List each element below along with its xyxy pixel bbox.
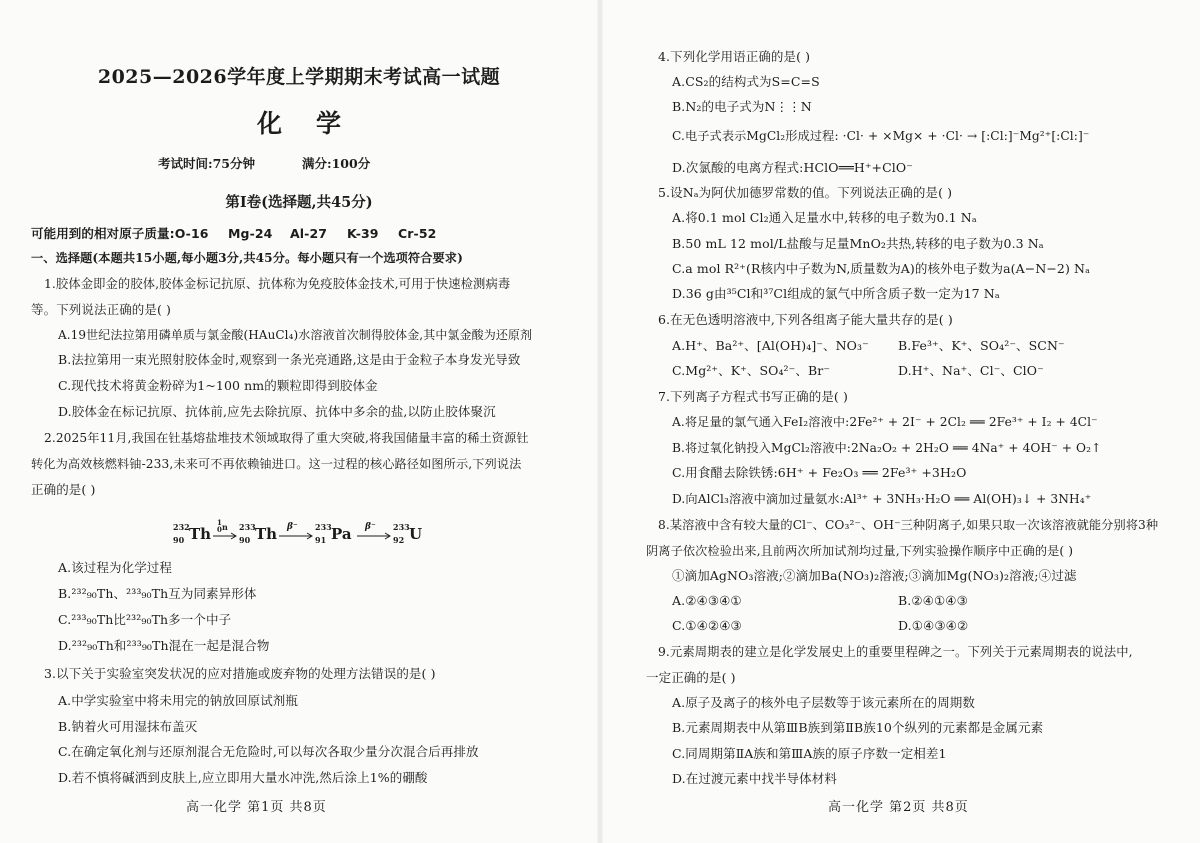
q1-option-d: D.胶体金在标记抗原、抗体前,应先去除抗原、抗体中多余的盐,以防止胶体聚沉 bbox=[58, 404, 496, 419]
q4-option-d: D.次氯酸的电离方程式:HClO══H⁺+ClO⁻ bbox=[672, 160, 913, 175]
q8-option-b: B.②④①④③ bbox=[898, 593, 968, 608]
svg-text:Th: Th bbox=[255, 525, 278, 543]
q1-stem-cont: 等。下列说法正确的是( ) bbox=[31, 302, 172, 317]
exam-title: 2025—2026学年度上学期期末考试高一试题 bbox=[97, 66, 501, 88]
q6-option-b: B.Fe³⁺、K⁺、SO₄²⁻、SCN⁻ bbox=[898, 338, 1065, 353]
q8-stem-cont: 阴离子依次检验出来,且前两次所加试剂均过量,下列实验操作顺序中正确的是( ) bbox=[646, 544, 1074, 558]
q9-option-c: C.同周期第ⅡA族和第ⅢA族的原子序数一定相差1 bbox=[672, 746, 947, 761]
q2-option-b: B.²³²₉₀Th、²³³₉₀Th互为同素异形体 bbox=[58, 586, 257, 601]
q4-option-b: B.N₂的电子式为N⋮⋮N bbox=[672, 99, 812, 114]
svg-text:232: 232 bbox=[173, 522, 190, 532]
page-2 bbox=[602, 0, 1200, 843]
q9-option-d: D.在过渡元素中找半导体材料 bbox=[672, 771, 837, 786]
q2-stem: 2.2025年11月,我国在钍基熔盐堆技术领域取得了重大突破,将我国储量丰富的稀土资源钍 bbox=[44, 431, 529, 445]
q7-option-b: B.将过氧化钠投入MgCl₂溶液中:2Na₂O₂ + 2H₂O ══ 4Na⁺ + 4OH⁻ + O₂↑ bbox=[672, 441, 1102, 455]
page-1-footer: 高一化学 第1页 共8页 bbox=[186, 800, 327, 815]
q6-option-d: D.H⁺、Na⁺、Cl⁻、ClO⁻ bbox=[898, 363, 1044, 378]
q3-option-c: C.在确定氧化剂与还原剂混合无危险时,可以每次各取少量分次混合后再排放 bbox=[58, 744, 479, 759]
q5-option-a: A.将0.1 mol Cl₂通入足量水中,转移的电子数为0.1 Nₐ bbox=[672, 210, 977, 225]
svg-text:Th: Th bbox=[189, 525, 212, 543]
q9-stem-cont: 一定正确的是( ) bbox=[646, 670, 736, 685]
q9-stem: 9.元素周期表的建立是化学发展史上的重要里程碑之一。下列关于元素周期表的说法中, bbox=[658, 645, 1133, 659]
q4-option-a: A.CS₂的结构式为S=C=S bbox=[672, 74, 820, 89]
q5-stem: 5.设Nₐ为阿伏加德罗常数的值。下列说法正确的是( ) bbox=[658, 185, 953, 200]
exam-time: 考试时间:75分钟 bbox=[158, 156, 256, 171]
svg-text:233: 233 bbox=[239, 522, 256, 532]
atomic-mass-al: Al-27 bbox=[290, 226, 328, 241]
q3-option-d: D.若不慎将碱洒到皮肤上,应立即用大量水冲洗,然后涂上1%的硼酸 bbox=[58, 770, 428, 785]
q8-option-c: C.①④②④③ bbox=[672, 618, 742, 633]
q5-option-c: C.a mol R²⁺(R核内中子数为N,质量数为A)的核外电子数为a(A−N−2) Nₐ bbox=[672, 261, 1090, 276]
q3-stem: 3.以下关于实验室突发状况的应对措施或废弃物的处理方法错误的是( ) bbox=[44, 666, 436, 681]
atomic-mass-label: 可能用到的相对原子质量:O-16 bbox=[31, 226, 209, 241]
page-1 bbox=[0, 0, 598, 843]
q7-option-a: A.将足量的氯气通入FeI₂溶液中:2Fe²⁺ + 2I⁻ + 2Cl₂ ══ 2Fe³⁺ + I₂ + 4Cl⁻ bbox=[672, 415, 1098, 429]
full-score: 满分:100分 bbox=[302, 156, 371, 171]
q1-option-a: A.19世纪法拉第用磷单质与氯金酸(HAuCl₄)水溶液首次制得胶体金,其中氯金酸为还原剂 bbox=[58, 328, 533, 342]
svg-text:233: 233 bbox=[393, 522, 410, 532]
q1-option-c: C.现代技术将黄金粉碎为1~100 nm的颗粒即得到胶体金 bbox=[58, 378, 378, 393]
q8-steps: ①滴加AgNO₃溶液;②滴加Ba(NO₃)₂溶液;③滴加Mg(NO₃)₂溶液;④过滤 bbox=[672, 568, 1077, 583]
svg-text:90: 90 bbox=[239, 535, 251, 545]
q1-stem: 1.胶体金即金的胶体,胶体金标记抗原、抗体称为免疫胶体金技术,可用于快速检测病毒 bbox=[44, 277, 511, 291]
svg-text:92: 92 bbox=[393, 535, 405, 545]
q8-option-a: A.②④③④① bbox=[672, 593, 742, 608]
subject-heading: 化学 bbox=[256, 109, 375, 138]
q6-stem: 6.在无色透明溶液中,下列各组离子能大量共存的是( ) bbox=[658, 312, 953, 327]
svg-text:β⁻: β⁻ bbox=[287, 522, 298, 532]
choice-instructions: 一、选择题(本题共15小题,每小题3分,共45分。每小题只有一个选项符合要求) bbox=[31, 251, 463, 265]
page-2-footer: 高一化学 第2页 共8页 bbox=[828, 800, 969, 815]
q5-option-b: B.50 mL 12 mol/L盐酸与足量MnO₂共热,转移的电子数为0.3 Nₐ bbox=[672, 236, 1044, 251]
svg-text:91: 91 bbox=[315, 535, 327, 545]
svg-text:U: U bbox=[409, 525, 423, 543]
q7-stem: 7.下列离子方程式书写正确的是( ) bbox=[658, 389, 848, 404]
q4-option-c: C.电子式表示MgCl₂形成过程: ·Cl· + ×Mg× + ·Cl· → [:Cl:]⁻Mg²⁺[:Cl:]⁻ bbox=[672, 129, 1090, 143]
svg-text:β⁻: β⁻ bbox=[365, 522, 376, 532]
q8-option-d: D.①④③④② bbox=[898, 618, 969, 633]
q2-stem-end: 正确的是( ) bbox=[31, 482, 96, 497]
q6-option-a: A.H⁺、Ba²⁺、[Al(OH)₄]⁻、NO₃⁻ bbox=[672, 338, 869, 353]
svg-text:0: 0 bbox=[217, 525, 222, 534]
svg-text:Pa: Pa bbox=[331, 525, 352, 543]
q2-option-a: A.该过程为化学过程 bbox=[58, 560, 173, 575]
atomic-mass-k: K-39 bbox=[347, 226, 379, 241]
svg-text:1: 1 bbox=[217, 518, 222, 527]
q8-stem: 8.某溶液中含有较大量的Cl⁻、CO₃²⁻、OH⁻三种阴离子,如果只取一次该溶液就能分别将3种 bbox=[658, 518, 1159, 532]
q7-option-d: D.向AlCl₃溶液中滴加过量氨水:Al³⁺ + 3NH₃·H₂O ══ Al(OH)₃↓ + 3NH₄⁺ bbox=[672, 492, 1092, 506]
q2-stem-cont: 转化为高效核燃料铀-233,未来可不再依赖铀进口。这一过程的核心路径如图所示,下列说法 bbox=[31, 457, 522, 471]
q2-option-d: D.²³²₉₀Th和²³³₉₀Th混在一起是混合物 bbox=[58, 638, 270, 653]
q4-stem: 4.下列化学用语正确的是( ) bbox=[658, 49, 811, 64]
q9-option-a: A.原子及离子的核外电子层数等于该元素所在的周期数 bbox=[672, 695, 976, 710]
q5-option-d: D.36 g由³⁵Cl和³⁷Cl组成的氯气中所含质子数一定为17 Nₐ bbox=[672, 286, 1000, 301]
q7-option-c: C.用食醋去除铁锈:6H⁺ + Fe₂O₃ ══ 2Fe³⁺ +3H₂O bbox=[672, 465, 967, 480]
q6-option-c: C.Mg²⁺、K⁺、SO₄²⁻、Br⁻ bbox=[672, 363, 831, 378]
svg-text:n: n bbox=[222, 522, 228, 532]
svg-text:90: 90 bbox=[173, 535, 185, 545]
q2-option-c: C.²³³₉₀Th比²³²₉₀Th多一个中子 bbox=[58, 612, 232, 627]
svg-text:233: 233 bbox=[315, 522, 332, 532]
q9-option-b: B.元素周期表中从第ⅢB族到第ⅡB族10个纵列的元素都是金属元素 bbox=[672, 720, 1044, 735]
decay-path-diagram bbox=[0, 516, 598, 550]
atomic-mass-mg: Mg-24 bbox=[228, 226, 273, 241]
q1-option-b: B.法拉第用一束光照射胶体金时,观察到一条光亮通路,这是由于金粒子本身发光导致 bbox=[58, 352, 521, 367]
section-heading: 第Ⅰ卷(选择题,共45分) bbox=[225, 194, 373, 211]
q3-option-a: A.中学实验室中将未用完的钠放回原试剂瓶 bbox=[58, 693, 299, 708]
q3-option-b: B.钠着火可用湿抹布盖灭 bbox=[58, 719, 198, 734]
atomic-mass-cr: Cr-52 bbox=[398, 226, 437, 241]
